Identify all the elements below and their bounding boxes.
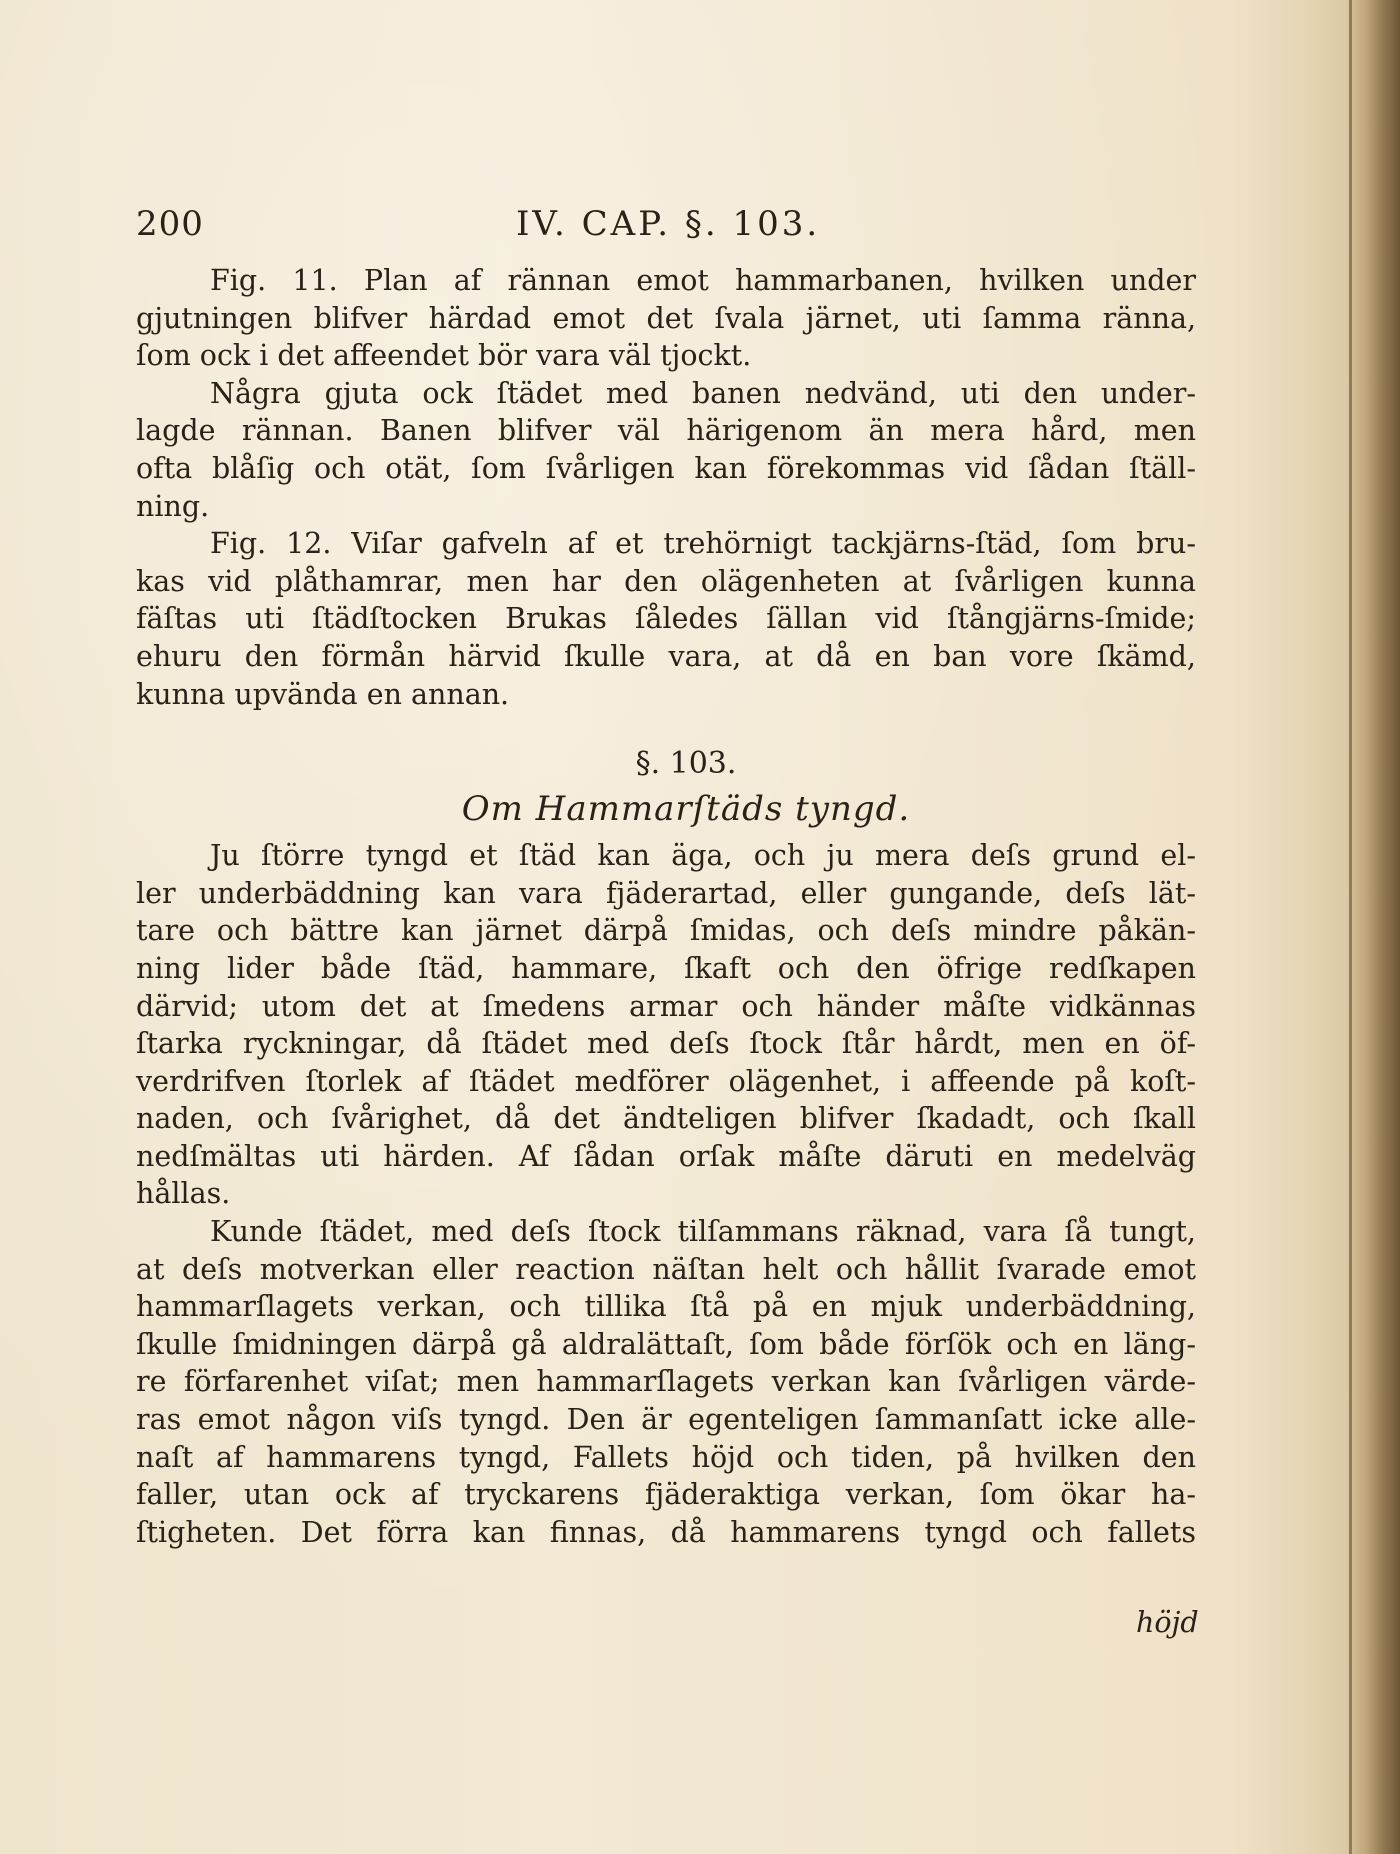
text-line: hammarſlagets verkan, och tillika ſtå på en mjuk underbäddning, xyxy=(136,1290,1196,1324)
text-line: gjutningen blifver härdad emot det ſvala järnet, uti ſamma ränna, xyxy=(136,301,1196,335)
text-line: ſkulle ſmidningen därpå gå aldralättaſt, ſom både förſök och en läng- xyxy=(136,1327,1196,1361)
text-line: Fig. 12. Viſar gafveln af et trehörnigt tackjärns-ſtäd, ſom bru- xyxy=(210,527,1196,561)
page-header xyxy=(136,204,1196,244)
text-line: ning. xyxy=(136,489,210,523)
text-line: ofta blåſig och otät, ſom ſvårligen kan förekommas vid ſådan ſtäll- xyxy=(136,451,1196,485)
text-line: verdrifven ſtorlek af ſtädet medförer olägenhet, i affeende på koſt- xyxy=(136,1064,1196,1098)
text-line: lagde rännan. Banen blifver väl härigenom än mera hård, men xyxy=(136,414,1196,448)
text-line: hållas. xyxy=(136,1177,231,1211)
text-line: Fig. 11. Plan af rännan emot hammarbanen, hvilken under xyxy=(210,264,1196,297)
text-line: tare och bättre kan järnet därpå ſmidas, och deſs mindre påkän- xyxy=(136,914,1196,948)
text-line: fäſtas uti ſtädſtocken Brukas ſåledes ſällan vid ſtångjärns-ſmide; xyxy=(136,602,1196,636)
section-title: Om Hammarſtäds tyngd. xyxy=(461,789,911,830)
binding-edge xyxy=(1348,0,1400,1854)
text-line: Ju ſtörre tyngd et ſtäd kan äga, och ju mera deſs grund el- xyxy=(210,839,1196,873)
text-line: därvid; utom det at ſmedens armar och händer måſte vidkännas xyxy=(136,989,1196,1023)
text-line: kas vid plåthamrar, men har den olägenheten at ſvårligen kunna xyxy=(136,564,1196,598)
page-number: 200 xyxy=(136,204,204,244)
text-line: ras emot någon viſs tyngd. Den är egenteligen ſammanſatt icke alle- xyxy=(136,1403,1196,1437)
text-line: kunna upvända en annan. xyxy=(136,677,510,711)
text-line: ſtarka ryckningar, då ſtädet med deſs ſtock ſtår hårdt, men en öf- xyxy=(136,1027,1196,1061)
text-line: ehuru den förmån härvid ſkulle vara, at då en ban vore ſkämd, xyxy=(136,639,1196,673)
text-line: Kunde ſtädet, med deſs ſtock tilſammans räknad, vara ſå tungt, xyxy=(210,1215,1196,1249)
text-line: at deſs motverkan eller reaction näſtan helt och hållit ſvarade emot xyxy=(136,1252,1196,1286)
text-line: ſom ock i det affeendet bör vara väl tjockt. xyxy=(136,339,752,373)
text-line: naden, och ſvårighet, då det ändteligen blifver ſkadadt, och ſkall xyxy=(136,1102,1196,1136)
text-line: ning lider både ſtäd, hammare, ſkaft och den öfrige redſkapen xyxy=(136,951,1196,985)
running-head: IV. CAP. §. 103. xyxy=(516,204,821,244)
binding-shadow-line xyxy=(1349,0,1352,1854)
text-line: faller, utan ock af tryckarens fjäderaktiga verkan, ſom ökar ha- xyxy=(136,1478,1196,1512)
text-line: ſtigheten. Det förra kan finnas, då hammarens tyngd och fallets xyxy=(136,1515,1196,1549)
section-number: §. 103. xyxy=(635,746,737,782)
catchword: höjd xyxy=(1136,1606,1199,1639)
text-line: re förfarenhet viſat; men hammarſlagets verkan kan ſvårligen värde- xyxy=(136,1365,1196,1399)
text-line: Några gjuta ock ſtädet med banen nedvänd, uti den under- xyxy=(210,376,1196,410)
body-text xyxy=(136,262,1196,1551)
text-line: naſt af hammarens tyngd, Fallets höjd och tiden, på hvilken den xyxy=(136,1440,1196,1474)
text-line: nedſmältas uti härden. Af ſådan orſak måſte däruti en medelväg xyxy=(136,1139,1196,1173)
text-line: ler underbäddning kan vara fjäderartad, eller gungande, deſs lät- xyxy=(136,876,1196,910)
